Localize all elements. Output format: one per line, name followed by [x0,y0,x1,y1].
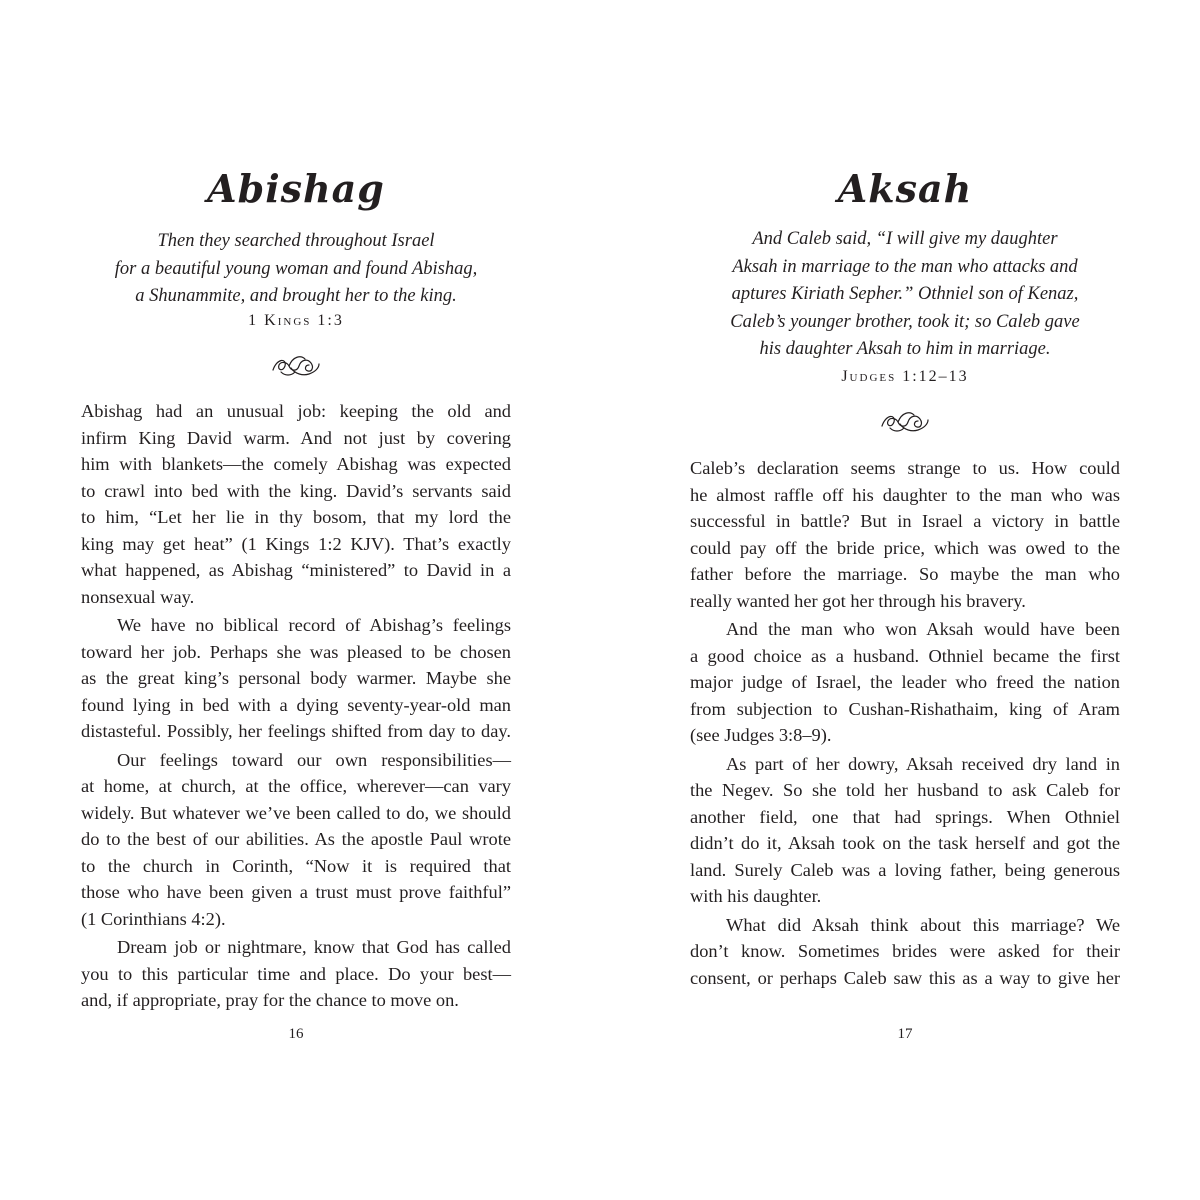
text-line: father before the marriage. So maybe the man who [690,564,1120,584]
text-line: as the great king’s personal body warmer. Maybe she [81,668,511,688]
paragraph [690,455,1120,614]
text-line: at home, at church, at the office, wherever—can vary [81,776,511,796]
text-line: really wanted her got her through his bravery. [690,590,1026,611]
page-number: 16 [288,1026,304,1042]
text-line: successful in battle? But in Israel a victory in battle [690,511,1120,531]
body-text [690,455,1120,993]
epigraph-line: Aksah in marriage to the man who attacks and [732,256,1078,277]
text-line: found lying in bed with a dying seventy-year-old man [81,694,511,715]
paragraph [690,912,1120,992]
text-line: nonsexual way. [81,586,195,607]
text-line: a good choice as a husband. Othniel became the first [690,645,1120,666]
right-page [690,0,1120,1200]
epigraph [81,228,511,311]
text-line: could pay off the bride price, which was owed to the [690,537,1120,558]
text-line: major judge of Israel, the leader who freed the nation [690,672,1120,692]
text-line: with his daughter. [690,886,822,906]
text-line: to crawl into bed with the king. David’s servants said [81,480,511,501]
text-line: And the man who won Aksah would have been [726,619,1120,639]
epigraph-line: his daughter Aksah to him in marriage. [759,339,1051,359]
text-line: toward her job. Perhaps she was pleased to be chosen [81,641,511,662]
scripture-reference: Judges 1:12–13 [841,368,969,385]
text-line: those who have been given a trust must prove faithful” [81,882,511,902]
text-line: didn’t do it, Aksah took on the task herself and got the [690,833,1120,853]
flourish-ornament-icon [269,350,323,380]
page-number: 17 [897,1026,913,1042]
epigraph-line: aptures Kiriath Sepher.” Othniel son of Kenaz, [731,284,1079,304]
text-line: land. Surely Caleb was a loving father, being generous [690,859,1120,880]
text-line: don’t know. Sometimes brides were asked for their [690,941,1120,961]
epigraph [690,226,1120,364]
paragraph [690,616,1120,749]
paragraph [81,612,511,745]
text-line: do to the best of our abilities. As the apostle Paul wrote [81,829,511,849]
left-page [81,0,511,1200]
text-line: to him, “Let her lie in thy bosom, that my lord the [81,507,511,527]
text-line: As part of her dowry, Aksah received dry land in [726,753,1120,774]
page-title: Aksah [837,166,973,211]
text-line: to the church in Corinth, “Now it is required that [81,855,511,876]
text-line: another field, one that had springs. When Othniel [690,806,1120,827]
text-line: from subjection to Cushan-Rishathaim, king of Aram [690,698,1120,719]
epigraph-line: And Caleb said, “I will give my daughter [752,229,1058,249]
text-line: the Negev. So she told her husband to ask Caleb for [690,780,1120,800]
text-line: he almost raffle off his daughter to the man who was [690,484,1120,505]
paragraph [690,751,1120,910]
text-line: what happened, as Abishag “ministered” to David in a [81,560,511,580]
epigraph-line: Then they searched throughout Israel [157,231,435,251]
paragraph [81,934,511,1014]
text-line: and, if appropriate, pray for the chance to move on. [81,990,459,1010]
paragraph [81,398,511,610]
paragraph [81,747,511,933]
text-line: widely. But whatever we’ve been called to do, we should [81,802,511,823]
page-title: Abishag [207,166,385,211]
text-line: infirm King David warm. And not just by covering [81,427,511,448]
body-text [81,398,511,1016]
text-line: We have no biblical record of Abishag’s feelings [117,615,511,635]
epigraph-line: for a beautiful young woman and found Abishag, [114,258,478,279]
epigraph-line: a Shunammite, and brought her to the king. [135,286,457,306]
text-line: you to this particular time and place. Do your best— [81,963,511,984]
epigraph-line: Caleb’s younger brother, took it; so Caleb gave [730,311,1080,332]
text-line: king may get heat” (1 Kings 1:2 KJV). That’s exactly [81,533,511,554]
scripture-reference: 1 Kings 1:3 [248,312,344,329]
text-line: (see Judges 3:8–9). [690,725,832,745]
text-line: him with blankets—the comely Abishag was expected [81,454,511,474]
text-line: Dream job or nightmare, know that God has called [117,937,511,957]
text-line: consent, or perhaps Caleb saw this as a way to give her [690,967,1120,988]
text-line: Abishag had an unusual job: keeping the old and [81,401,511,421]
text-line: distasteful. Possibly, her feelings shifted from day to day. [81,721,511,741]
text-line: Our feelings toward our own responsibilities— [117,749,511,770]
text-line: (1 Corinthians 4:2). [81,908,226,929]
text-line: What did Aksah think about this marriage? We [726,914,1120,935]
text-line: Caleb’s declaration seems strange to us. How could [690,458,1120,478]
flourish-ornament-icon [878,406,932,436]
